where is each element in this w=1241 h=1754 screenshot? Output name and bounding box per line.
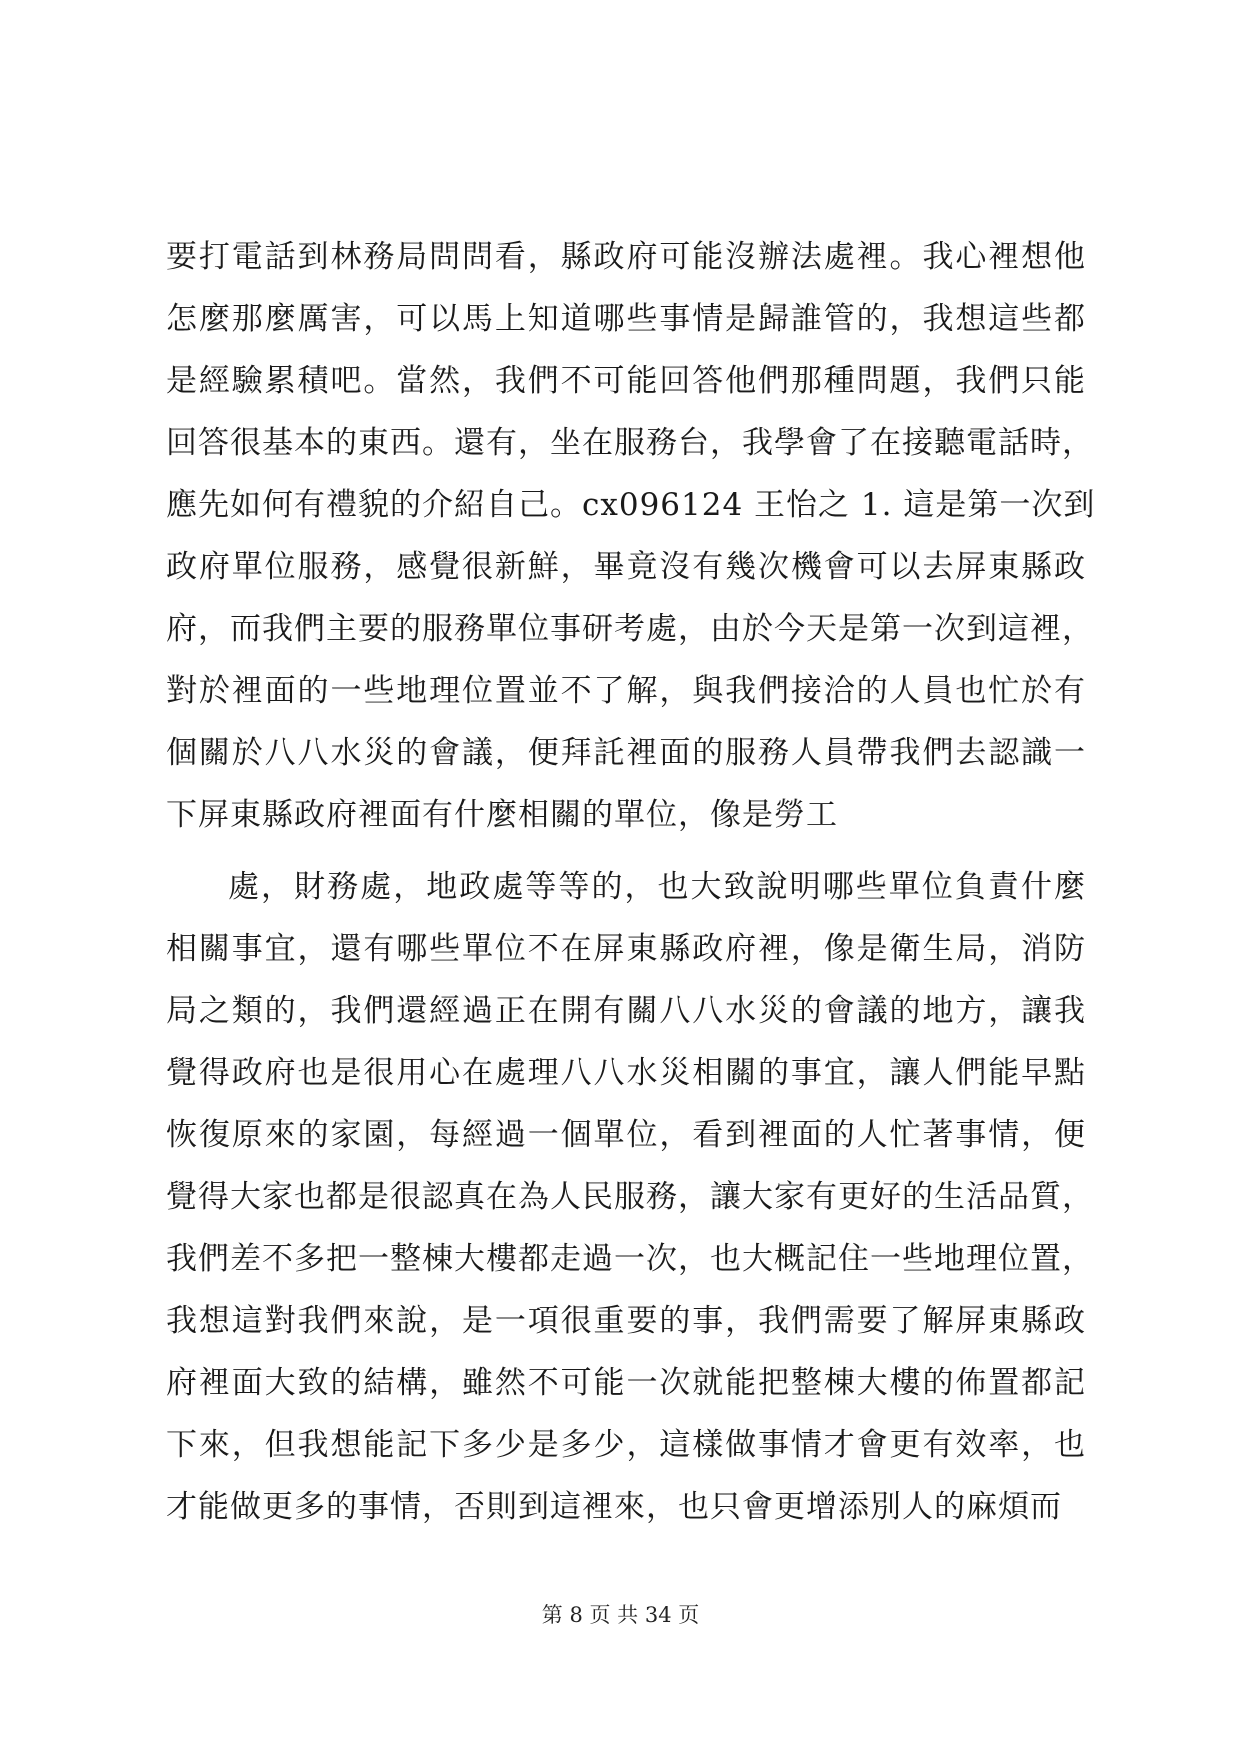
text-line: 是經驗累積吧。當然，我們不可能回答他們那種問題，我們只能 (166, 363, 1086, 399)
text-line: 府裡面大致的結構，雖然不可能一次就能把整棟大樓的佈置都記 (166, 1365, 1086, 1401)
paragraph-1 (166, 226, 1096, 846)
text-line: 才能做更多的事情，否則到這裡來，也只會更增添別人的麻煩而 (166, 1489, 1062, 1525)
text-line: 對於裡面的一些地理位置並不了解，與我們接洽的人員也忙於有 (166, 673, 1086, 709)
text-line: 覺得大家也都是很認真在為人民服務，讓大家有更好的生活品質， (166, 1179, 1094, 1215)
paragraph-2 (166, 856, 1094, 1538)
page-number-footer: 第 8 页 共 34 页 (541, 1603, 700, 1627)
body-text (166, 226, 1096, 1538)
paragraph-gap (166, 846, 1086, 856)
text-line: 回答很基本的東西。還有，坐在服務台，我學會了在接聽電話時， (166, 425, 1094, 461)
text-line: 相關事宜，還有哪些單位不在屏東縣政府裡，像是衛生局，消防 (166, 931, 1086, 967)
text-line: 政府單位服務，感覺很新鮮，畢竟沒有幾次機會可以去屏東縣政 (166, 549, 1086, 585)
text-line: 個關於八八水災的會議，便拜託裡面的服務人員帶我們去認識一 (166, 735, 1086, 771)
text-line: 我們差不多把一整棟大樓都走過一次，也大概記住一些地理位置， (166, 1241, 1094, 1277)
text-line: 處，財務處，地政處等等的，也大致說明哪些單位負責什麼 (228, 869, 1086, 905)
text-line: 我想這對我們來說，是一項很重要的事，我們需要了解屏東縣政 (166, 1303, 1086, 1339)
text-line: 覺得政府也是很用心在處理八八水災相關的事宜，讓人們能早點 (166, 1055, 1086, 1091)
text-line: 下屏東縣政府裡面有什麼相關的單位，像是勞工 (166, 797, 838, 833)
text-line: 要打電話到林務局問問看，縣政府可能沒辦法處裡。我心裡想他 (166, 239, 1086, 275)
text-line: 應先如何有禮貌的介紹自己。cx096124 王怡之 1. 這是第一次到 (166, 487, 1096, 523)
text-line: 局之類的，我們還經過正在開有關八八水災的會議的地方，讓我 (166, 993, 1086, 1029)
text-line: 下來，但我想能記下多少是多少，這樣做事情才會更有效率，也 (166, 1427, 1086, 1463)
text-line: 府，而我們主要的服務單位事研考處，由於今天是第一次到這裡， (166, 611, 1094, 647)
text-line: 怎麼那麼厲害，可以馬上知道哪些事情是歸誰管的，我想這些都 (166, 301, 1086, 337)
text-line: 恢復原來的家園，每經過一個單位，看到裡面的人忙著事情，便 (166, 1117, 1086, 1153)
